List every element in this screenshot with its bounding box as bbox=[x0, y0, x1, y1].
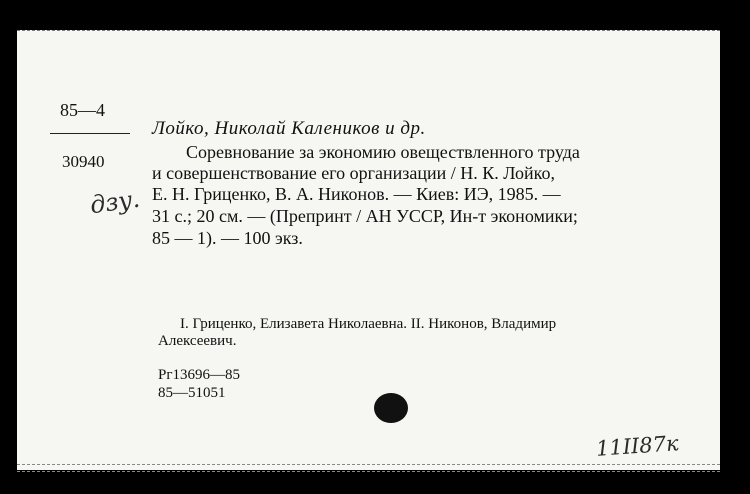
description-line-4: 31 с.; 20 см. — (Препринт / АН УССР, Ин-т экономики; bbox=[152, 206, 578, 226]
description-line-3: Е. Н. Гриценко, В. А. Никонов. — Киев: ИЭ, 1985. — bbox=[152, 184, 561, 204]
tracing-line-2: Алексеевич. bbox=[158, 333, 237, 349]
catalog-card bbox=[17, 30, 720, 470]
record-number-2: 85—51051 bbox=[158, 385, 226, 401]
call-number-rule bbox=[50, 133, 130, 134]
author-heading: Лойко, Николай Калеников и др. bbox=[152, 118, 426, 139]
tracing-line-1: I. Гриценко, Елизавета Николаевна. II. Никонов, Владимир bbox=[180, 316, 557, 332]
record-number-1: Рг13696—85 bbox=[158, 367, 240, 383]
card-bottom-border bbox=[17, 464, 720, 472]
description-line-1: Соревнование за экономию овеществленного труда bbox=[186, 142, 580, 162]
accession-number: 30940 bbox=[62, 152, 105, 171]
ink-blot bbox=[374, 393, 408, 423]
handwritten-mark: дзу. bbox=[88, 184, 142, 220]
description-line-5: 85 — 1). — 100 экз. bbox=[152, 228, 303, 248]
handwritten-footer: 11II87к bbox=[595, 431, 680, 461]
description-line-2: и совершенствование его организации / Н. К. Лойко, bbox=[152, 163, 556, 183]
call-number: 85—4 bbox=[60, 100, 105, 120]
